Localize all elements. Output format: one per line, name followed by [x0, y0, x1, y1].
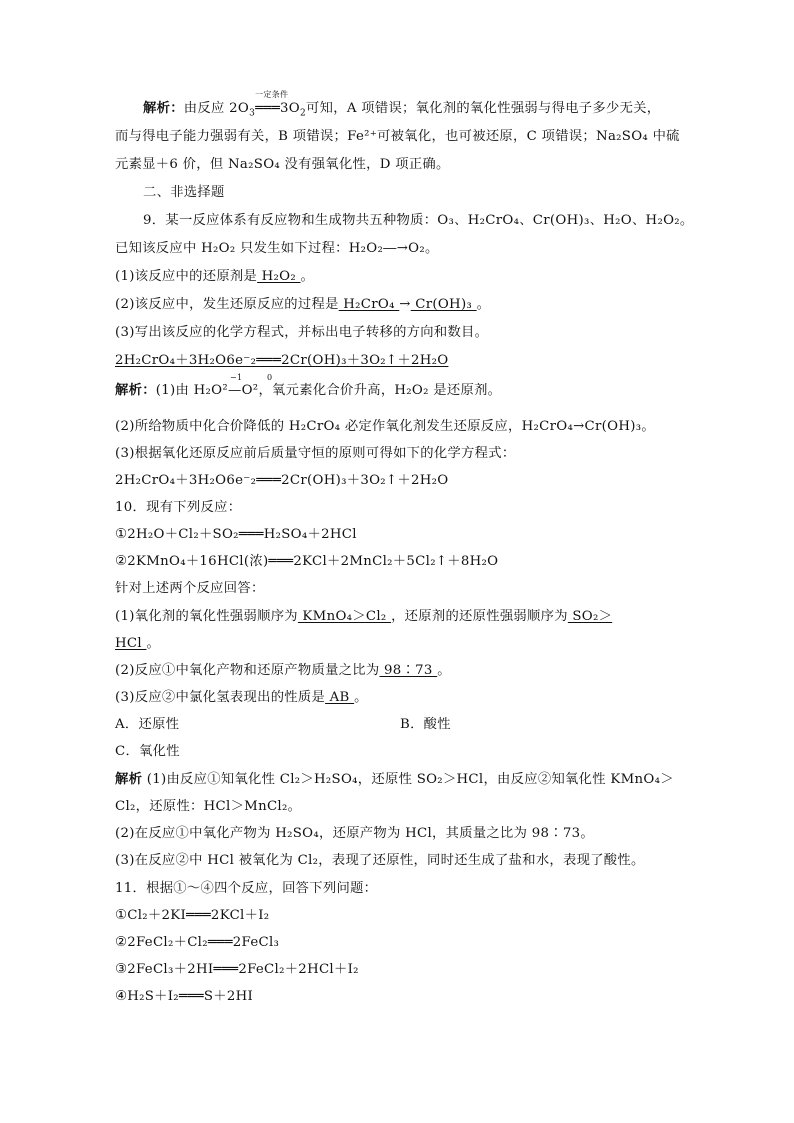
q10-option-a: A．还原性 [115, 717, 180, 732]
answer-blank: H₂CrO₄ [338, 297, 400, 312]
q9-part-2: (2)该反应中，发生还原反应的过程是 H₂CrO₄ → Cr(OH)₃ 。 [115, 297, 491, 312]
q10-part-1-cont: HCl 。 [115, 636, 161, 651]
q9-explanation-2: (2)所给物质中化合价降低的 H₂CrO₄ 必定作氧化剂发生还原反应，H₂CrO₄→Cr(OH)₃。 [115, 419, 655, 434]
q11-reaction-4: ④H₂S＋I₂═══S＋2HI [115, 989, 254, 1004]
q9-stem-2: 已知该反应中 H₂O₂ 只发生如下过程：H₂O₂―→O₂。 [115, 241, 439, 256]
q11-reaction-3: ③2FeCl₃＋2HI═══2FeCl₂＋2HCl＋I₂ [115, 962, 359, 977]
answer-blank: Cr(OH)₃ [410, 297, 477, 312]
answer-blank: 2H₂CrO₄＋3H₂O6e⁻₂═══2Cr(OH)₃＋3O₂↑＋2H₂O [115, 353, 449, 368]
answer-blank: KMnO₄＞Cl₂ [297, 609, 392, 624]
q9-explanation-1: −1 0 解析：(1)由 H₂O²—O²，氧元素化合价升高，H₂O₂ 是还原剂。 [115, 373, 502, 398]
q10-explanation-1-cont: Cl₂，还原性：HCl＞MnCl₂。 [115, 799, 302, 814]
explanation-8-line-2: 而与得电子能力强弱有关，B 项错误；Fe²⁺可被氧化，也可被还原，C 项错误；Na₂SO₄ 中硫 [115, 129, 680, 144]
q10-part-3: (3)反应②中氯化氢表现出的性质是 AB 。 [115, 690, 368, 705]
q11-reaction-1: ①Cl₂＋2KI═══2KCl＋I₂ [115, 908, 270, 923]
oxidation-state-minus1: −1 [230, 373, 243, 382]
explanation-label: 解析： [143, 101, 184, 116]
q10-explanation-2: (2)在反应①中氧化产物为 H₂SO₄，还原产物为 HCl，其质量之比为 98∶73。 [115, 826, 594, 841]
q10-lead: 针对上述两个反应回答： [115, 581, 265, 596]
q9-explanation-4: 2H₂CrO₄＋3H₂O6e⁻₂═══2Cr(OH)₃＋3O₂↑＋2H₂O [115, 473, 449, 488]
q10-option-b: B．酸性 [400, 717, 451, 732]
q10-explanation-3: (3)在反应②中 HCl 被氧化为 Cl₂，表现了还原性，同时还生成了盐和水，表现了酸性。 [115, 853, 645, 868]
q11-reaction-2: ②2FeCl₂＋Cl₂═══2FeCl₃ [115, 935, 280, 950]
q9-explanation-3: (3)根据氧化还原反应前后质量守恒的原则可得如下的化学方程式： [115, 446, 516, 461]
q10-stem: 10．现有下列反应： [115, 500, 242, 515]
oxidation-state-zero: 0 [267, 373, 273, 382]
q10-part-1: (1)氧化剂的氧化性强弱顺序为 KMnO₄＞Cl₂ ，还原剂的还原性强弱顺序为 SO₂＞ [115, 609, 613, 624]
answer-blank: H₂O₂ [257, 269, 301, 284]
q10-option-c: C．氧化性 [115, 744, 180, 759]
answer-blank: HCl [115, 636, 147, 651]
q9-part-1: (1)该反应中的还原剂是 H₂O₂ 。 [115, 269, 315, 284]
q10-explanation-1: 解析 (1)由反应①知氧化性 Cl₂＞H₂SO₄，还原性 SO₂＞HCl，由反应②知氧化性 KMnO₄＞ [115, 772, 674, 787]
reaction-condition: 一定条件 ═══ [255, 90, 289, 116]
answer-blank: SO₂＞ [567, 609, 613, 624]
q11-stem: 11．根据①～④四个反应，回答下列问题： [115, 881, 378, 896]
answer-blank: 98∶73 [379, 663, 438, 678]
q9-stem-1: 9．某一反应体系有反应物和生成物共五种物质：O₃、H₂CrO₄、Cr(OH)₃、H₂O、H₂O₂。 [143, 213, 694, 228]
q10-part-2: (2)反应①中氧化产物和还原产物质量之比为 98∶73 。 [115, 663, 451, 678]
answer-blank: AB [325, 690, 355, 705]
q10-reaction-1: ①2H₂O＋Cl₂＋SO₂═══H₂SO₄＋2HCl [115, 527, 357, 542]
q9-part-3-answer [115, 352, 448, 370]
q9-part-3: (3)写出该反应的化学方程式，并标出电子转移的方向和数目。 [115, 325, 489, 340]
section-heading: 二、非选择题 [143, 185, 225, 200]
q10-reaction-2: ②2KMnO₄＋16HCl(浓)═══2KCl＋2MnCl₂＋5Cl₂↑＋8H₂O [115, 554, 499, 569]
explanation-8-line-3: 元素显＋6 价，但 Na₂SO₄ 没有强氧化性，D 项正确。 [115, 157, 450, 172]
explanation-8-line-1: 解析：由反应 $2O_3$ 一定条件 $═══3O_2$可知，A 项错误；氧化剂的氧化性强弱与得电子多少无关， [143, 90, 661, 119]
